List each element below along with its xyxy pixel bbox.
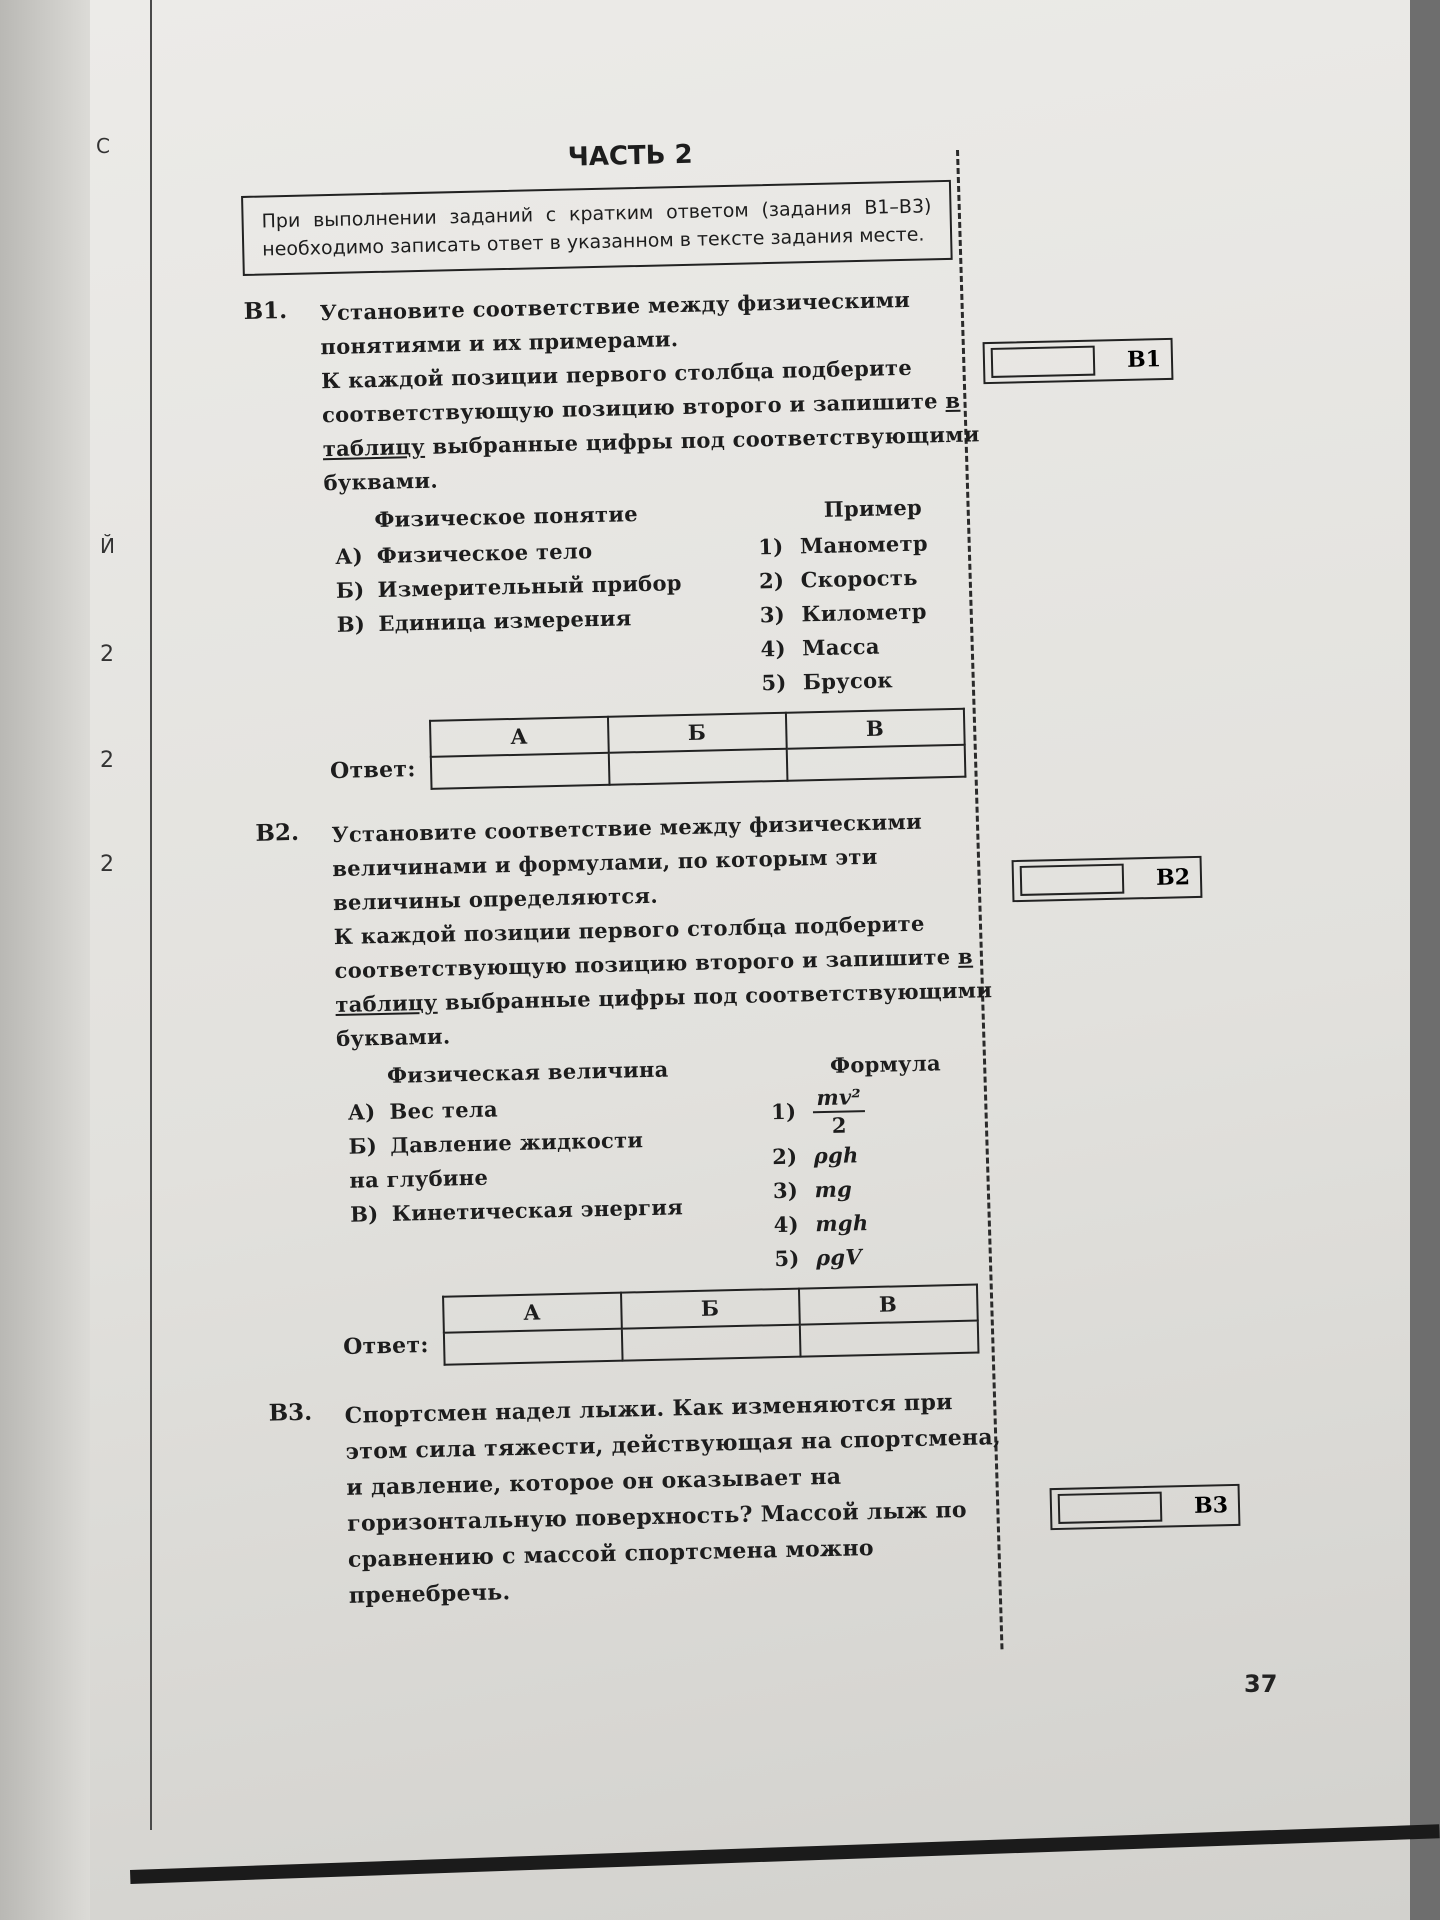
side-answer-field[interactable] [1058,1492,1163,1524]
task-text: Спортсмен надел лыжи. Как изменяются при этом сила тяжести, действующая на спортсмена, и давление, которое он оказывает на горизонтальную поверхность? Массой лыж по сравнению с массой спортсмена можно пренебречь. [344,1389,1002,1609]
side-answer-label: В3 [1193,1492,1229,1519]
answer-col-header: Б [608,713,787,753]
side-answer-field[interactable] [1020,864,1125,896]
formula-item: 1) $\frac{\text{mv²}}{2}$ [771,1081,1003,1140]
left-item: А) Вес тела [347,1096,499,1125]
formula-item: 2) ρgh [771,1142,859,1170]
answer-cell[interactable] [786,745,965,781]
side-answer-box-b1 [983,338,1174,384]
task-instruction: К каждой позиции первого столбца подберите соответствующую позицию второго и запишите в таблицу выбранные цифры под соответствующими буквами. [333,910,993,1052]
part-title: ЧАСТЬ 2 [567,139,694,173]
right-item: 4) Масса [760,633,881,662]
answer-col-header: А [443,1293,622,1333]
margin-char: С [96,134,110,158]
answer-col-header: В [786,709,965,749]
page-number: 37 [1244,1670,1278,1698]
answer-col-header: А [430,717,609,757]
left-item: А) Физическое тело [334,538,593,569]
answer-cell[interactable] [444,1329,623,1365]
bottom-edge-bar [130,1824,1440,1884]
side-answer-label: В1 [1126,346,1162,373]
left-item: Б) Измерительный прибор [335,570,683,603]
margin-char: 2 [100,642,114,667]
formula-item: 5) ρgV [774,1244,863,1272]
page-content [240,133,1014,1635]
side-answer-label: В2 [1155,864,1191,891]
fraction-formula: $\frac{\text{mv²}}{2}$ [812,1084,866,1139]
right-column-header: Пример [823,494,923,522]
task-instruction: К каждой позиции первого столбца подберите соответствующую позицию второго и запишите в таблицу выбранные цифры под соответствующими буквами. [320,354,980,496]
answer-label: Ответ: [329,756,417,785]
task-b3 [268,1383,1013,1616]
answer-cell[interactable] [799,1321,978,1357]
task-intro: Установите соответствие между физическими величинами и формулами, по которым эти величины определяются. [331,808,923,916]
answer-cell[interactable] [621,1325,800,1361]
left-item: В) Единица измерения [336,605,632,637]
answer-col-header: В [799,1285,978,1325]
margin-char: 2 [100,748,114,773]
right-item: 3) Километр [759,598,927,628]
right-item: 5) Брусок [761,667,894,696]
answer-cell[interactable] [608,749,787,785]
right-item: 1) Манометр [758,530,929,560]
formula-item: 4) mgh [773,1210,869,1238]
answer-cell[interactable] [430,753,609,789]
side-answer-box-b3 [1050,1484,1241,1530]
left-item: В) Кинетическая энергия [349,1194,684,1227]
task-number: В2. [255,818,300,847]
task-number: В3. [268,1398,313,1427]
task-intro: Установите соответствие между физическими понятиями и их примерами. [319,286,911,360]
side-answer-field[interactable] [991,346,1096,378]
answer-col-header: Б [621,1289,800,1329]
answer-label: Ответ: [342,1332,430,1360]
left-column-header: Физическая величина [386,1056,669,1088]
left-column-header: Физическое понятие [374,501,639,533]
right-item: 2) Скорость [758,564,918,594]
task-b1 [243,281,994,794]
page-fold-line [150,0,152,1830]
task-b2 [255,803,1007,1370]
instructions-box: При выполнении заданий с кратким ответом (задания В1–В3) необходимо записать ответ в указанном в тексте задания месте. [241,180,953,276]
right-column-header: Формула [829,1050,942,1078]
margin-char: 2 [100,852,114,877]
left-item: Б) Давление жидкости на глубине [348,1127,644,1193]
task-number: В1. [243,296,288,325]
formula-item: 3) mg [772,1176,853,1204]
answer-table [429,708,966,790]
answer-table [442,1284,979,1366]
side-answer-box-b2 [1012,856,1203,902]
margin-char: Й [100,534,115,558]
